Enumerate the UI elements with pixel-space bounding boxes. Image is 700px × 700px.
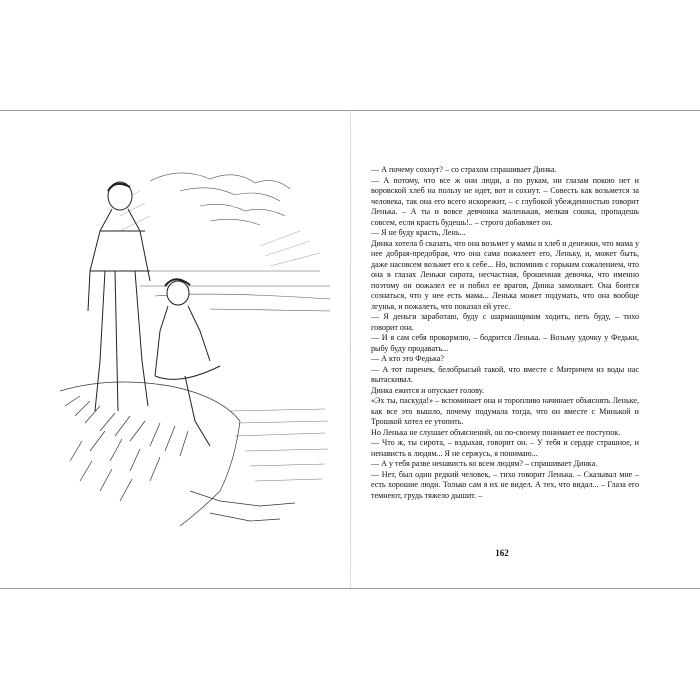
paragraph: — Я не буду красть, Лень... bbox=[371, 228, 466, 237]
paragraph: Динка хотела б сказать, что она возьмет у мамы и хлеб и денежки, что мама у нее добрая-предобрая, что она сама пожалеет его, Леньку, и, может быть, даже насовсем возьмет его к себе... Но, вспомнив с горьким сожалением, что она в глазах Леньки сирота, несчастная, брошенная девочка, что именно поэтому он пожалел ее и побил ее врагов, Динка замолкает. Она боится сознаться, что у нее есть мама... Ленька может подумать, что она вообще лгунья, и пожалеть, что показал ей утес. bbox=[371, 238, 639, 311]
illustration-boy-and-girl-on-cliff bbox=[60, 161, 335, 531]
paragraph: Но Ленька не слушает объяснений, он по-своему понимает ее поступок. bbox=[371, 427, 621, 437]
paragraph: Динка ежится и опускает голову. bbox=[371, 385, 484, 395]
paragraph: — А тот паренек, белобрысый такой, что вместе с Митричем из воды нас вытаскивал. bbox=[371, 364, 639, 384]
text-column bbox=[371, 165, 639, 501]
paragraph: «Эх ты, паскуда!» – вспоминает она и торопливо начинает объяснять Леньке, как все это вышло, почему подумала тогда, что он вместе с Минькой и Трошкой хотел ее утопить. bbox=[371, 396, 639, 426]
page-gutter bbox=[350, 111, 351, 588]
paragraph: — Нет, был один редкий человек, – тихо говорит Ленька. – Сказывал мне – есть хорошие люди. Только сам я их не видел. А тех, что видал... – Глаза его темнеют, грудь тяжело дышит. – bbox=[371, 469, 639, 500]
paragraph: — А кто это Федька? bbox=[371, 354, 444, 363]
paragraph: — А у тебя разве ненависть ко всем людям? – спрашивает Динка. bbox=[371, 459, 598, 468]
book-spread bbox=[0, 110, 700, 589]
paragraph: — А почему сохнут? – со страхом спрашивает Динка. bbox=[371, 165, 557, 174]
paragraph: — А потому, что все ж они люди, а по рукам, ни глазам покою нет и воровской хлеб на пользу не идет, вот и сохнут. – Совесть как возьмется за человека, так она его всего искорежит, – с глубокой убежденностью говорит Ленька. – А ты и вовсе девчонка маленькая, мелкая сошка, пропадешь совсем, если красть будешь!.. – строго добавляет он. bbox=[371, 175, 639, 227]
paragraph: — Я деньги заработаю, буду с шарманщиком ходить, петь буду, – тихо говорит она. bbox=[371, 312, 639, 332]
page-number: 162 bbox=[495, 548, 509, 558]
paragraph: — И я сам себя прокормлю, – бодрится Ленька. – Возьму удочку у Федьки, рыбу буду продавать... bbox=[371, 333, 639, 353]
paragraph: — Что ж, ты сирота, – вздыхая, говорит он. – У тебя и сердце страшное, и ненависть к людям... Я не сержусь, я понимаю... bbox=[371, 438, 639, 458]
